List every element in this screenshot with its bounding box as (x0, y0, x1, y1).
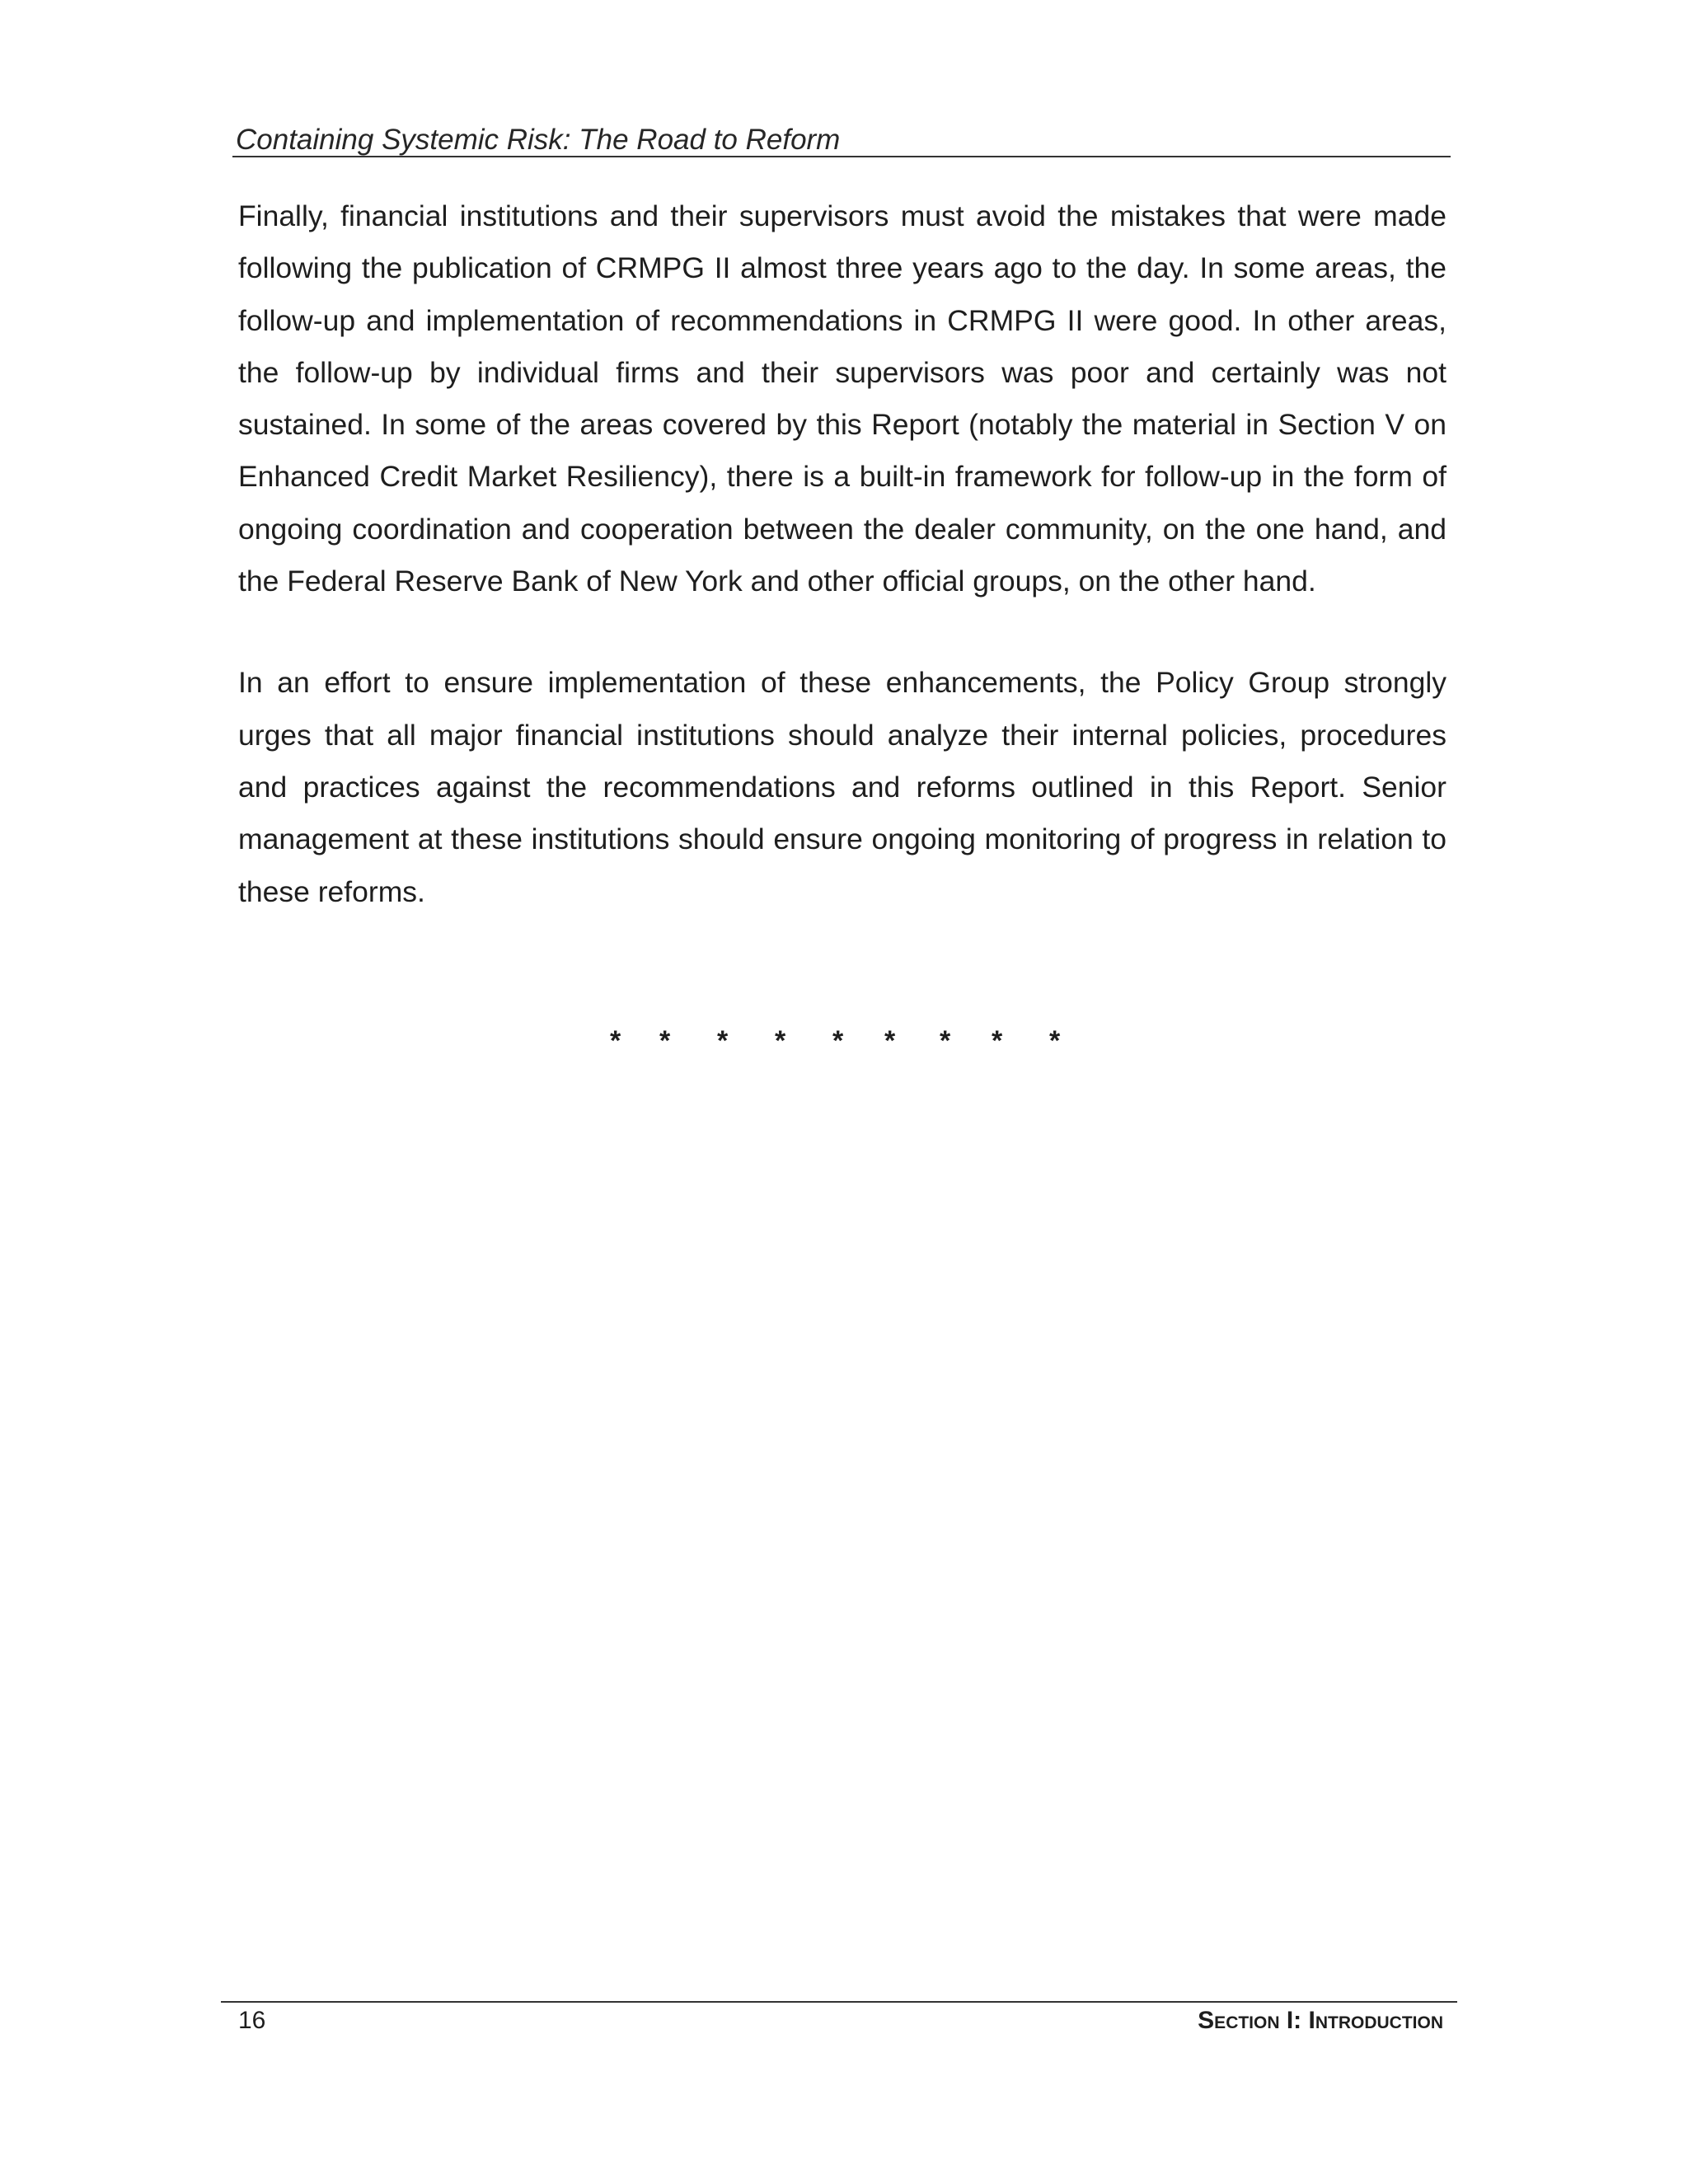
separator-asterisk: * (610, 1025, 621, 1057)
footer-section-label: Section I: Introduction (1198, 2007, 1443, 2034)
separator-asterisk: * (659, 1025, 671, 1057)
page-number: 16 (238, 2007, 266, 2034)
paragraph-implementation: In an effort to ensure implementation of these enhancements, the Policy Group strongly urges that all major financial institutions should analyze their internal policies, procedures and practices against the recommendations and reforms outlined in this Report. Senior management at these institutions should ensure ongoing monitoring of progress in relation to these reforms. (238, 666, 1447, 908)
separator-asterisk: * (775, 1025, 786, 1057)
separator-asterisk: * (884, 1025, 896, 1057)
separator-asterisk: * (832, 1025, 844, 1057)
section-separator (610, 1020, 1071, 1062)
running-header-title: Containing Systemic Risk: The Road to Reform (236, 124, 841, 156)
header-rule (232, 156, 1451, 157)
paragraph-follow-up: Finally, financial institutions and their supervisors must avoid the mistakes that were made following the publication of CRMPG II almost three years ago to the day. In some areas, the follow-up and implementation of recommendations in CRMPG II were good. In other areas, the follow-up by individual firms and their supervisors was poor and certainly was not sustained. In some of the areas covered by this Report (notably the material in Section V on Enhanced Credit Market Resiliency), there is a built-in framework for follow-up in the form of ongoing coordination and cooperation between the dealer community, on the one hand, and the Federal Reserve Bank of New York and other official groups, on the other hand. (238, 199, 1447, 598)
separator-asterisk: * (1049, 1025, 1061, 1057)
separator-asterisk: * (717, 1025, 729, 1057)
body-text (238, 190, 1447, 918)
footer-rule (221, 2001, 1457, 2003)
separator-asterisk: * (940, 1025, 951, 1057)
separator-asterisk: * (992, 1025, 1003, 1057)
